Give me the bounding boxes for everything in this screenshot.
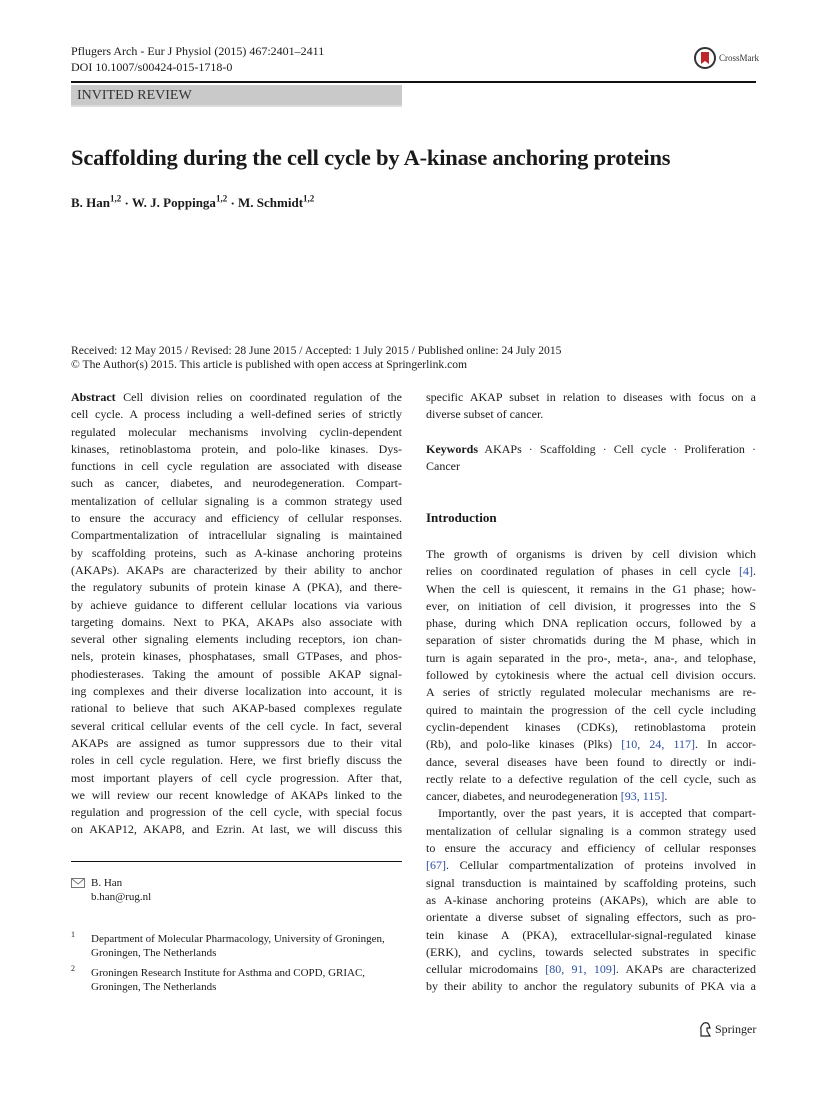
text-segment: cellular microdomains bbox=[426, 962, 546, 977]
text-segment: Cell division relies on coordinated regulation of the bbox=[115, 390, 402, 404]
text-line bbox=[426, 458, 756, 475]
text-line bbox=[71, 597, 402, 614]
envelope-icon bbox=[71, 878, 85, 888]
text-segment: . bbox=[664, 789, 668, 804]
text-segment: tein kinase A (PKA), extracellular-signal-regulated kinase bbox=[426, 927, 756, 942]
affiliation-line: Groningen, The Netherlands bbox=[91, 947, 217, 959]
text-segment: (ERK), and cyclins, towards selected substrates in specific bbox=[426, 944, 756, 959]
text-segment: AKAPs · Scaffolding · Cell cycle · Proliferation · bbox=[478, 441, 756, 456]
text-segment: separation of sister chromatids during the M phase, which in bbox=[426, 633, 756, 648]
text-line bbox=[71, 683, 402, 700]
text-segment: by their ability to anchor the regulatory subunits of PKA via a bbox=[426, 979, 756, 994]
text-segment: . bbox=[753, 564, 756, 579]
text-line bbox=[426, 892, 756, 909]
text-line bbox=[71, 614, 402, 631]
text-segment: ing complexes and their diverse localization into account, it is bbox=[71, 684, 402, 699]
text-line bbox=[426, 615, 756, 632]
text-line bbox=[426, 667, 756, 684]
text-segment: turn is again separated in the pro-, meta-, ana-, and telophase, bbox=[426, 650, 756, 665]
text-line bbox=[71, 545, 402, 562]
text-line bbox=[71, 770, 402, 787]
author-name: M. Schmidt bbox=[238, 195, 304, 211]
text-segment: to ensure the accuracy and efficiency of cellular responses. bbox=[71, 511, 402, 526]
author[interactable] bbox=[71, 195, 121, 210]
text-segment: phodiesterases. Taking the amount of possible AKAP signal- bbox=[71, 666, 402, 681]
text-line bbox=[426, 441, 756, 458]
text-line bbox=[71, 458, 402, 475]
text-segment: several other signaling elements including receptors, ion chan- bbox=[71, 632, 402, 647]
text-line bbox=[71, 579, 402, 596]
text-segment: by scaffolding proteins, such as A-kinase anchoring proteins bbox=[71, 545, 402, 560]
text-line bbox=[426, 788, 756, 805]
footnote-rule bbox=[71, 861, 402, 862]
text-segment: kinases, retinoblastoma protein, and polo-like kinases. Dys- bbox=[71, 441, 402, 456]
text-segment: mentalization of cellular signaling is a common strategy used bbox=[426, 823, 756, 838]
citation-link[interactable]: [93, 115] bbox=[620, 789, 665, 804]
text-segment: diverse subset of cancer. bbox=[426, 407, 544, 422]
text-line bbox=[426, 840, 756, 857]
text-segment: relies on coordinated regulation of phases in cell cycle bbox=[426, 564, 739, 579]
author-affiliation: 1,2 bbox=[110, 194, 122, 204]
abstract-continuation bbox=[426, 389, 756, 475]
text-segment: Compartmentalization of intracellular signaling is maintained bbox=[71, 528, 402, 543]
text-segment: nels, protein kinases, phosphatases, small GTPases, and phos- bbox=[71, 649, 402, 664]
author-list bbox=[71, 194, 314, 211]
text-segment: cell cycle. A process including a well-defined series of strictly bbox=[71, 407, 402, 422]
author-name: W. J. Poppinga bbox=[131, 195, 216, 211]
text-segment: functions in cell cycle regulation are associated with disease bbox=[71, 459, 402, 474]
text-segment: mentalization of cellular signaling is a common strategy used bbox=[71, 493, 402, 508]
text-line bbox=[426, 823, 756, 840]
text-line bbox=[71, 666, 402, 683]
article-title: Scaffolding during the cell cycle by A-kinase anchoring proteins bbox=[71, 145, 671, 170]
text-segment: rational to believe that such AKAP-based complexes regulate bbox=[71, 701, 402, 716]
author[interactable] bbox=[238, 195, 314, 210]
text-segment: we will review our recent knowledge of AKAPs linked to the bbox=[71, 787, 402, 802]
affiliation-line: Groningen Research Institute for Asthma and COPD, GRIAC, bbox=[91, 967, 366, 979]
text-segment: Cancer bbox=[426, 459, 460, 474]
citation-link[interactable]: [67] bbox=[426, 858, 446, 873]
author-name: B. Han bbox=[71, 195, 111, 211]
text-line bbox=[426, 563, 756, 580]
text-segment: such as cancer, diabetes, and neurodegeneration. Compart- bbox=[71, 476, 402, 491]
text-line bbox=[426, 546, 756, 563]
abstract-column bbox=[71, 389, 402, 839]
author-separator: · bbox=[121, 195, 132, 211]
text-segment: Importantly, over the past years, it is accepted that compart- bbox=[438, 806, 756, 821]
author[interactable] bbox=[132, 195, 227, 210]
text-segment: (AKAPs). AKAPs are characterized by their ability to anchor bbox=[71, 562, 402, 577]
doi[interactable]: DOI 10.1007/s00424-015-1718-0 bbox=[71, 60, 233, 74]
text-line bbox=[71, 510, 402, 527]
text-line bbox=[426, 771, 756, 788]
publisher-name: Springer bbox=[715, 1021, 757, 1036]
text-line bbox=[71, 700, 402, 717]
text-line bbox=[71, 441, 402, 458]
journal-citation: Pflugers Arch - Eur J Physiol (2015) 467:2401–2411 bbox=[71, 44, 325, 58]
text-line bbox=[71, 648, 402, 665]
text-line bbox=[71, 718, 402, 735]
copyright-notice: © The Author(s) 2015. This article is published with open access at Springerlink.com bbox=[71, 358, 468, 371]
text-segment: several critical cellular events of the cell cycle. In fact, several bbox=[71, 718, 402, 733]
text-segment: targeting domains. Next to PKA, AKAPs also associate with bbox=[71, 614, 402, 629]
affiliation-1 bbox=[71, 932, 385, 960]
section-heading-introduction: Introduction bbox=[426, 510, 497, 525]
text-segment: ever, on initiation of cell division, it progresses into the S bbox=[426, 598, 756, 613]
text-line bbox=[71, 406, 402, 423]
text-segment: on AKAP12, AKAP8, and Ezrin. At last, we will discuss this bbox=[71, 822, 402, 837]
correspondence-block bbox=[71, 876, 151, 904]
text-segment: quired to maintain the progression of the cell cycle including bbox=[426, 702, 756, 717]
text-line bbox=[426, 857, 756, 874]
text-segment: to ensure the accuracy and efficiency of cellular responses bbox=[426, 841, 756, 856]
text-segment: phase, during which DNA replication occurs, followed by a bbox=[426, 616, 756, 631]
text-line bbox=[71, 389, 402, 406]
section-label: INVITED REVIEW bbox=[71, 85, 402, 107]
text-line bbox=[426, 944, 756, 961]
citation-link[interactable]: [80, 91, 109] bbox=[545, 962, 616, 977]
correspondence-email[interactable]: b.han@rug.nl bbox=[91, 891, 152, 903]
text-line bbox=[426, 927, 756, 944]
text-line bbox=[426, 978, 756, 995]
text-line bbox=[71, 424, 402, 441]
text-line bbox=[426, 961, 756, 978]
text-segment: cyclin-dependent kinases (CDKs), retinoblastoma protein bbox=[426, 719, 756, 734]
crossmark-badge[interactable] bbox=[694, 47, 759, 69]
text-segment: regulation and progression of the cell cycle, with special focus bbox=[71, 805, 402, 820]
affiliation-line: Groningen, The Netherlands bbox=[91, 981, 217, 993]
text-line bbox=[71, 752, 402, 769]
text-segment: by achieve guidance to different cellular locations via various bbox=[71, 597, 402, 612]
affiliation-2 bbox=[71, 966, 365, 994]
publisher-logo bbox=[698, 1021, 756, 1037]
text-line bbox=[426, 719, 756, 736]
text-segment: signal transduction is maintained by scaffolding proteins, such bbox=[426, 875, 756, 890]
text-segment: specific AKAP subset in relation to diseases with focus on a bbox=[426, 390, 756, 404]
affiliation-line: Department of Molecular Pharmacology, University of Groningen, bbox=[91, 933, 385, 945]
text-segment: When the cell is quiescent, it remains in the G1 phase; how- bbox=[426, 581, 756, 596]
header-rule bbox=[71, 81, 756, 83]
affiliation-number: 2 bbox=[71, 964, 75, 973]
text-line bbox=[426, 424, 756, 441]
run-in-heading: Keywords bbox=[426, 441, 478, 456]
text-line bbox=[71, 821, 402, 838]
text-line bbox=[426, 684, 756, 701]
text-line bbox=[426, 909, 756, 926]
text-line bbox=[71, 475, 402, 492]
crossmark-icon bbox=[694, 47, 716, 69]
text-segment: the regulatory subunits of protein kinase A (PKA), and there- bbox=[71, 580, 402, 595]
crossmark-label: CrossMark bbox=[719, 53, 759, 63]
text-line bbox=[426, 805, 756, 822]
text-line bbox=[71, 631, 402, 648]
affiliation-number: 1 bbox=[71, 930, 75, 939]
text-segment: (Rb), and polo-like kinases (Plks) bbox=[426, 737, 622, 752]
text-segment: as A-kinase anchoring proteins (AKAPs), which are able to bbox=[426, 892, 756, 907]
text-line bbox=[426, 754, 756, 771]
text-line bbox=[71, 493, 402, 510]
text-segment: A series of strictly regulated molecular mechanisms are re- bbox=[426, 685, 756, 700]
text-segment: . In accor- bbox=[695, 737, 756, 752]
text-segment: followed by cytokinesis where the actual cell division occurs. bbox=[426, 668, 756, 683]
text-segment: AKAPs are assigned as tumor suppressors due to their vital bbox=[71, 735, 402, 750]
author-affiliation: 1,2 bbox=[303, 194, 315, 204]
citation-link[interactable]: [4] bbox=[739, 564, 753, 579]
correspondence-name: B. Han bbox=[91, 877, 123, 889]
text-line bbox=[426, 406, 756, 423]
introduction-body bbox=[426, 546, 756, 996]
text-segment: cancer, diabetes, and neurodegeneration bbox=[426, 789, 621, 804]
text-line bbox=[426, 598, 756, 615]
text-line bbox=[71, 527, 402, 544]
text-line bbox=[426, 632, 756, 649]
springer-horse-icon bbox=[698, 1021, 712, 1037]
text-segment: The growth of organisms is driven by cell division which bbox=[426, 547, 756, 561]
text-line bbox=[426, 875, 756, 892]
citation-link[interactable]: [10, 24, 117] bbox=[621, 737, 696, 752]
text-line bbox=[71, 804, 402, 821]
text-line bbox=[71, 562, 402, 579]
text-line bbox=[426, 702, 756, 719]
article-dates: Received: 12 May 2015 / Revised: 28 June 2015 / Accepted: 1 July 2015 / Published online: 24 July 2015 bbox=[71, 344, 562, 357]
text-line bbox=[426, 650, 756, 667]
text-line bbox=[71, 787, 402, 804]
author-separator: · bbox=[227, 195, 239, 211]
text-line bbox=[426, 736, 756, 753]
text-segment: . Cellular compartmentalization of proteins involved in bbox=[446, 858, 756, 873]
text-line bbox=[71, 735, 402, 752]
text-segment: roles in cell cycle regulation. Here, we first briefly discuss the bbox=[71, 753, 402, 768]
run-in-heading: Abstract bbox=[71, 390, 116, 404]
text-segment: orientate a diverse subset of signaling effectors, such as pro- bbox=[426, 910, 756, 925]
text-segment: dance, several diseases have been found to directly or indi- bbox=[426, 754, 756, 769]
text-segment: most important players of cell cycle progression. After that, bbox=[71, 770, 402, 785]
text-segment: . AKAPs are characterized bbox=[615, 962, 756, 977]
text-segment: rectly relate to a defective regulation of the cell cycle, such as bbox=[426, 771, 756, 786]
text-segment: regulated molecular mechanisms involving cyclin-dependent bbox=[71, 424, 402, 439]
author-affiliation: 1,2 bbox=[215, 194, 228, 204]
text-line bbox=[426, 581, 756, 598]
text-line bbox=[426, 389, 756, 406]
